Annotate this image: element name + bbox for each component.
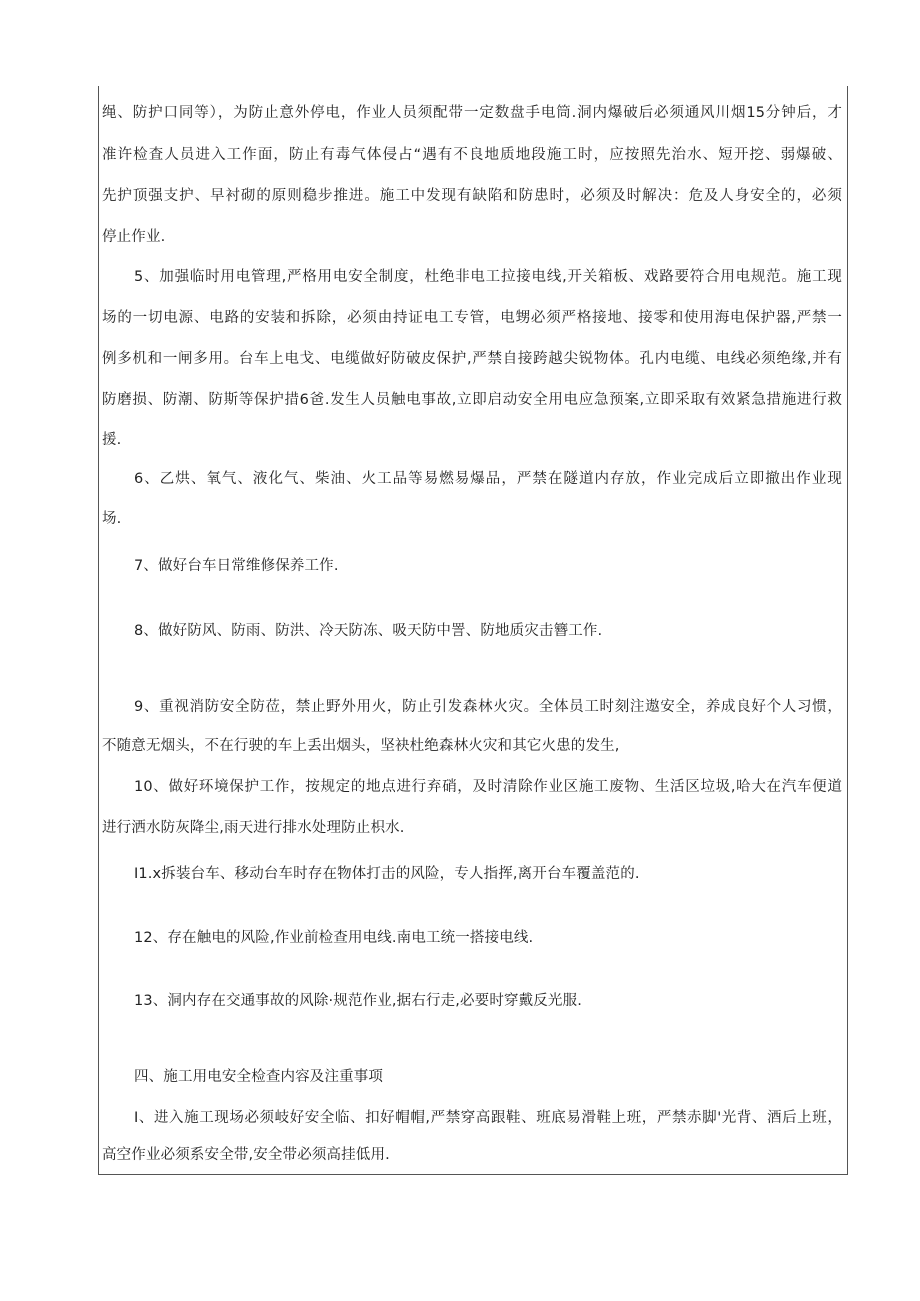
text-line: 13、洞内存在交通事故的风除·规范作业,据右行走,必要时穿戴反光服. — [134, 993, 582, 1009]
text-line: 场. — [102, 511, 122, 527]
text-line: 6、乙烘、氧气、液化气、柴油、火工品等易燃易爆品，严禁在隧道内存放，作业完成后立即撤出作业现 — [134, 471, 842, 487]
text-line: 9、重视消防安全防莅，禁止野外用火，防止引发森林火灾。全体员工时刻注遨安全，养成良好个人习惯， — [134, 699, 842, 715]
text-line: 停止作业. — [102, 229, 166, 245]
text-line: 绳、防护口同等），为防止意外停电，作业人员须配带一定数盘手电筒.洞内爆破后必须通风川烟15分钟后，才 — [102, 105, 842, 121]
text-line: 防磨损、防潮、防斯等保护措6爸.发生人员触电事故,立即启动安全用电应急预案,立即采取有效紧急措施进行救 — [102, 392, 842, 408]
text-line: 例多机和一闸多用。台车上电戈、电缆做好防破皮保护,严禁自接跨越尖锐物体。孔内电缆、电线必须绝缘,并有 — [102, 351, 842, 367]
text-line: 12、存在触电的风险,作业前检查用电线.南电工统一搭接电线. — [134, 930, 534, 946]
text-line: 8、做好防风、防雨、防洪、冷天防冻、吸天防中詈、防地质灾击簪工作. — [134, 623, 603, 639]
text-line: 7、做好台车日常维修保养工作. — [134, 558, 339, 574]
text-line: 准许检査人员进入工作面，防止有毒气体侵占“遇有不良地质地段施工时，应按照先治水、短开挖、弱爆破、 — [102, 147, 842, 163]
text-line: 不随意无烟头，不在行驶的车上丢出烟头，坚袂杜绝森林火灾和其它火患的发生, — [102, 738, 620, 754]
text-line: 5、加强临时用电管理,严格用电安全制度，杜绝非电工拉接电线,开关箱板、戏路要符合用电规范。施工现 — [134, 269, 842, 285]
section-heading: 四、施工用电安全检查内容及注重事项 — [134, 1069, 384, 1085]
text-line: 场的一切电源、电路的安装和拆除，必须由持证电工专管，电甥必须严格接地、接零和使用海电保护器,严禁一 — [102, 310, 842, 326]
text-line: 进行洒水防灰降尘,雨天进行排水处理防止枳水. — [102, 820, 405, 836]
text-line: 高空作业必须系安全带,安全带必须高挂低用. — [102, 1147, 390, 1163]
text-line: 先护顶强支护、早衬砌的原则稳步推进。施工中发现有缺陷和防患时，必须及时解决：危及人身安全的，必须 — [102, 188, 842, 204]
text-line: 援. — [102, 432, 122, 448]
text-line: 10、做好环境保护工作，按规定的地点进行弃硝，及时清除作业区施工废物、生活区垃圾,哈大在汽车便道 — [134, 779, 842, 795]
text-line: I1.x拆装台车、移动台车时存在物体打击的风险，专人指挥,离开台车覆盖范的. — [134, 866, 640, 882]
text-line: I、进入施工现场必须岐好安全临、扣好帽帽,严禁穿高跟鞋、班底易滑鞋上班，严禁赤脚'光背、酒后上班， — [134, 1110, 842, 1126]
